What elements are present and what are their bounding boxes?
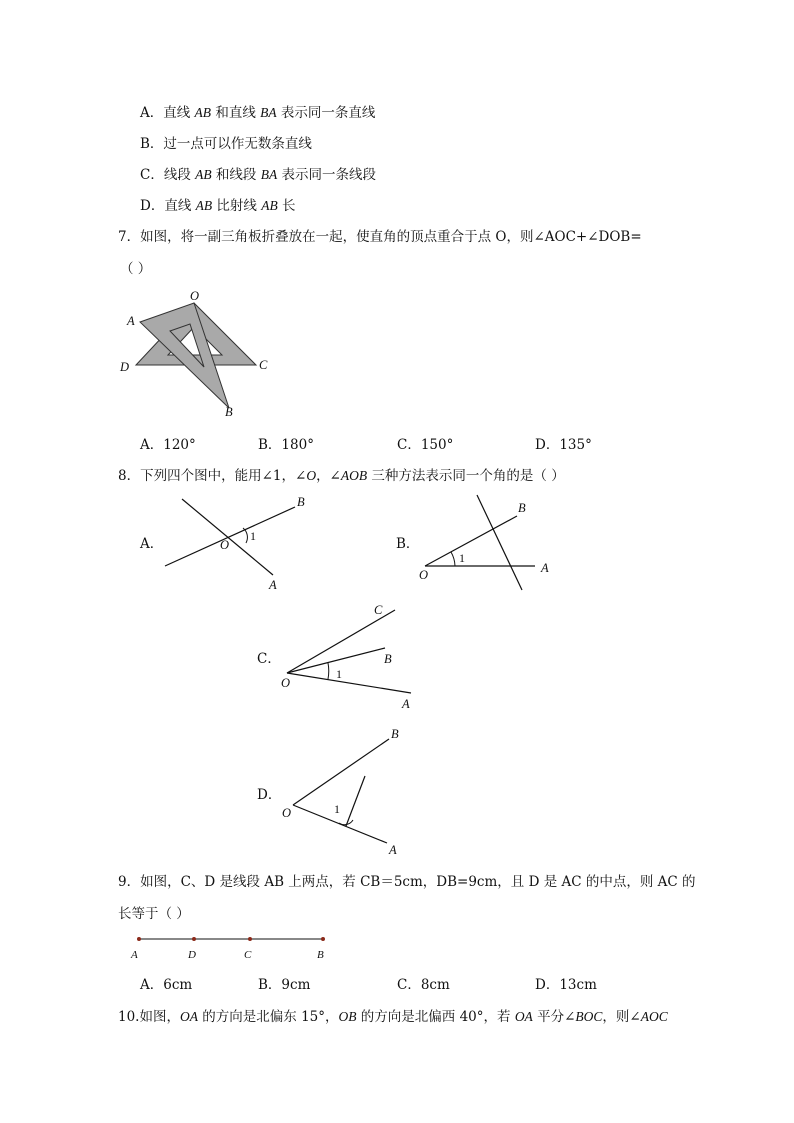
- q9-option-d: D．13cm: [535, 977, 597, 993]
- q8d-label-o: O: [282, 806, 292, 820]
- q6-text: 直线: [163, 105, 195, 121]
- q8-figure-c: [275, 598, 425, 713]
- q8-figure-b: [415, 490, 565, 595]
- q6-text: 和线段: [211, 167, 261, 183]
- q9-option-c: C．8cm: [397, 977, 450, 993]
- q8b-angle-arc: [451, 552, 455, 566]
- q9-label-d: D: [188, 949, 196, 961]
- q10-math: OA: [179, 1009, 198, 1024]
- q6-math: AB: [195, 167, 212, 182]
- q7-stem-line1: 7．如图，将一副三角板折叠放在一起，使直角的顶点重合于点 O，则∠AOC+∠DOB=: [118, 229, 642, 245]
- q7-label-b: B: [225, 405, 233, 419]
- q7-label-a: A: [127, 314, 135, 328]
- q6-option-letter: B．: [140, 136, 164, 152]
- q7-option-c: C．150°: [397, 437, 454, 453]
- q8a-label-a: A: [269, 578, 277, 592]
- q8-option-a-letter: A．: [140, 536, 164, 552]
- q8-option-c-letter: C．: [257, 651, 281, 667]
- q8b-label-1: 1: [459, 551, 465, 565]
- q6-option-letter: D．: [140, 198, 165, 214]
- q7-triangles-figure: [110, 285, 290, 425]
- q7-label-c: C: [259, 358, 268, 372]
- q8c-angle-arc: [328, 663, 329, 679]
- q6-text: 和直线: [211, 105, 261, 121]
- q7-option-b: B．180°: [258, 437, 314, 453]
- q8b-label-o: O: [419, 568, 429, 582]
- q9-label-b: B: [317, 949, 324, 961]
- q8-option-b-letter: B．: [396, 536, 420, 552]
- q8c-label-b: B: [384, 652, 392, 666]
- q8-option-d-letter: D．: [257, 787, 282, 803]
- q6-math: BA: [260, 105, 277, 120]
- q6-text: 过一点可以作无数条直线: [163, 136, 312, 152]
- q8c-label-a: A: [402, 697, 410, 711]
- q8d-ray-ob: [293, 739, 389, 805]
- q8-stem-text: ，∠: [316, 468, 341, 484]
- q6-text: 长: [277, 198, 296, 214]
- q9-point-a: [137, 937, 141, 941]
- q8c-ray-oc: [287, 610, 395, 673]
- q8-stem-text: 三种方法表示同一个角的是（ ）: [367, 468, 565, 484]
- q8a-label-1: 1: [250, 529, 256, 543]
- q8d-label-a: A: [389, 843, 397, 857]
- q9-point-c: [248, 937, 252, 941]
- q10-text: 平分∠: [532, 1009, 576, 1025]
- q10-text: ，则∠: [602, 1009, 641, 1025]
- q8a-line-a: [182, 499, 273, 575]
- q9-stem-line1: 9．如图，C、D 是线段 AB 上两点，若 CB＝5cm，DB=9cm，且 D 是 AC 的中点，则 AC 的: [118, 874, 696, 890]
- q8-figure-d: [275, 722, 415, 862]
- q6-option-c: [140, 166, 376, 184]
- q10-stem: [118, 1008, 668, 1026]
- q8d-label-1: 1: [334, 802, 340, 816]
- q8-stem-text: 8．下列四个图中，能用∠1，∠: [118, 468, 307, 484]
- q8d-label-b: B: [391, 727, 399, 741]
- q10-math: OA: [514, 1009, 533, 1024]
- q6-text: 表示同一条直线: [276, 105, 376, 121]
- q8-figure-a: [160, 490, 320, 595]
- q9-option-b: B．9cm: [258, 977, 311, 993]
- q8-stem: [118, 467, 565, 485]
- q8b-label-b: B: [518, 501, 526, 515]
- q8c-label-1: 1: [336, 667, 342, 681]
- q10-math: AOC: [640, 1009, 668, 1024]
- q6-option-d: [140, 197, 296, 215]
- q6-option-letter: A．: [140, 105, 164, 121]
- q6-text: 比射线: [212, 198, 262, 214]
- q6-math: AB: [194, 105, 212, 120]
- q6-text: 直线: [164, 198, 196, 214]
- q6-option-letter: C．: [140, 167, 164, 183]
- q9-segment-figure: [125, 930, 340, 965]
- q6-math: AB: [195, 198, 213, 213]
- q7-option-d: D．135°: [535, 437, 592, 453]
- q10-text: 的方向是北偏东 15°，: [197, 1009, 339, 1025]
- q10-math: BOC: [575, 1009, 603, 1024]
- q9-label-c: C: [244, 949, 252, 961]
- q6-option-b: [140, 135, 312, 153]
- q6-math: AB: [261, 198, 278, 213]
- q8a-label-b: B: [297, 495, 305, 509]
- q9-label-a: A: [131, 949, 138, 961]
- q6-math: BA: [260, 167, 278, 182]
- q10-text: 10.如图，: [118, 1009, 180, 1025]
- q6-text: 线段: [163, 167, 196, 183]
- q9-option-a: A．6cm: [140, 977, 193, 993]
- q9-stem-line2: 长等于（ ）: [118, 906, 190, 922]
- q7-option-a: A．120°: [140, 437, 196, 453]
- q9-point-b: [321, 937, 325, 941]
- q8d-segment: [346, 776, 365, 826]
- q10-math: OB: [338, 1009, 357, 1024]
- q6-option-a: [140, 104, 375, 122]
- q8c-ray-oa: [287, 673, 411, 693]
- q8b-label-a: A: [541, 561, 549, 575]
- q7-stem-line2: （ ）: [120, 261, 152, 277]
- q8a-label-o: O: [220, 538, 230, 552]
- q8-stem-math: AOB: [340, 468, 368, 483]
- q9-point-d: [192, 937, 196, 941]
- q8a-line-ob: [165, 507, 295, 566]
- q8b-cross-line: [477, 495, 522, 590]
- q8d-angle-arc: [339, 820, 353, 825]
- q8c-label-c: C: [374, 603, 383, 617]
- q7-label-d: D: [120, 360, 130, 374]
- q8b-ray-ob: [425, 516, 517, 566]
- q6-text: 表示同一条线段: [277, 167, 377, 183]
- q8-stem-math: O: [306, 468, 317, 483]
- q7-label-o: O: [190, 289, 200, 303]
- q10-text: 的方向是北偏西 40°，若: [356, 1009, 515, 1025]
- q8c-label-o: O: [281, 676, 291, 690]
